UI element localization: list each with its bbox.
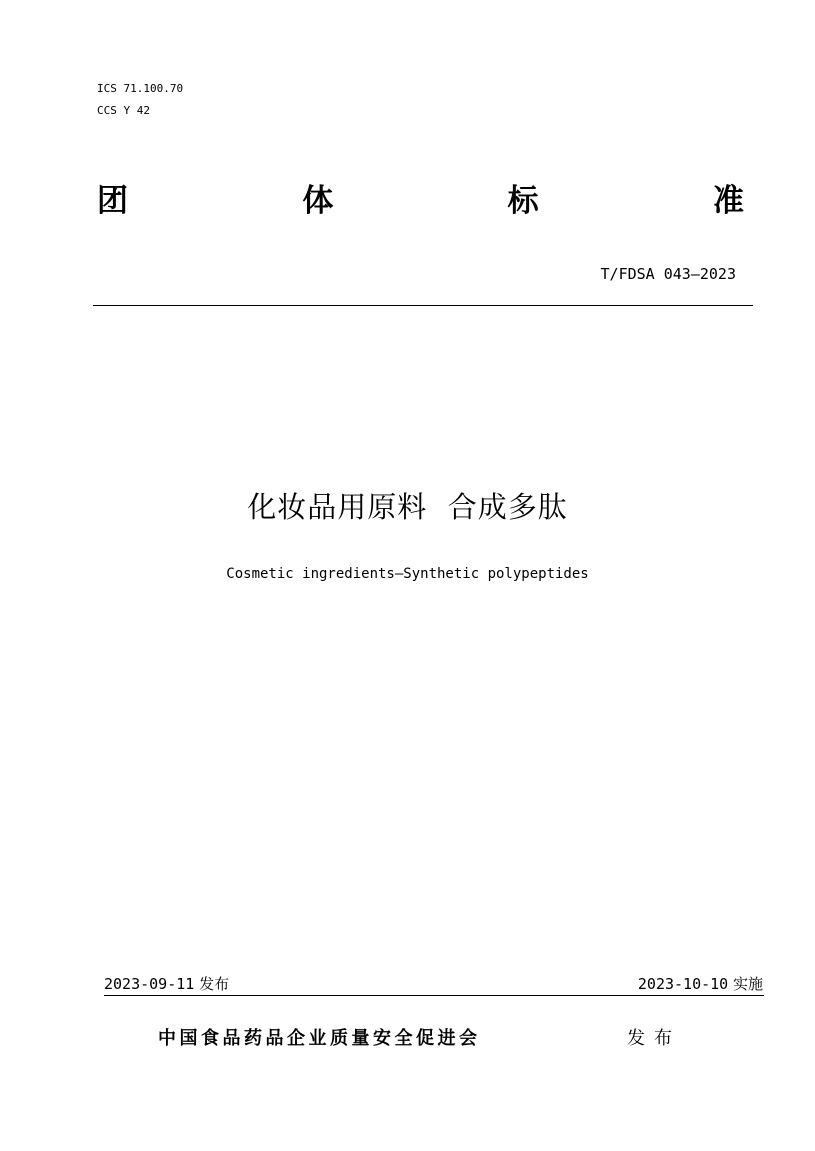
issue-label: 发布 <box>199 975 230 993</box>
implement-date-line <box>638 975 763 993</box>
standard-type-char-4: 准 <box>712 183 744 219</box>
document-title-en: Cosmetic ingredients—Synthetic polypeptides <box>226 566 589 582</box>
standard-type-char-2: 体 <box>302 183 334 219</box>
standard-number: T/FDSA 043—2023 <box>600 265 736 283</box>
document-title-cn: 化妆品用原料 合成多肽 <box>247 490 568 524</box>
issue-date: 2023-09-11 <box>104 975 195 993</box>
standard-type-char-3: 标 <box>507 183 539 219</box>
implement-label: 实施 <box>732 975 763 993</box>
issue-date-line <box>104 975 229 993</box>
footer-divider <box>104 995 764 996</box>
ccs-code: CCS Y 42 <box>97 104 150 117</box>
standard-type-char-1: 团 <box>97 183 128 219</box>
standard-type-heading <box>97 176 744 226</box>
issuing-organization: 中国食品药品企业质量安全促进会 <box>158 1028 481 1049</box>
implement-date: 2023-10-10 <box>637 975 729 993</box>
header-divider <box>93 305 753 306</box>
publish-label: 发布 <box>627 1028 681 1049</box>
ics-code: ICS 71.100.70 <box>97 82 184 95</box>
